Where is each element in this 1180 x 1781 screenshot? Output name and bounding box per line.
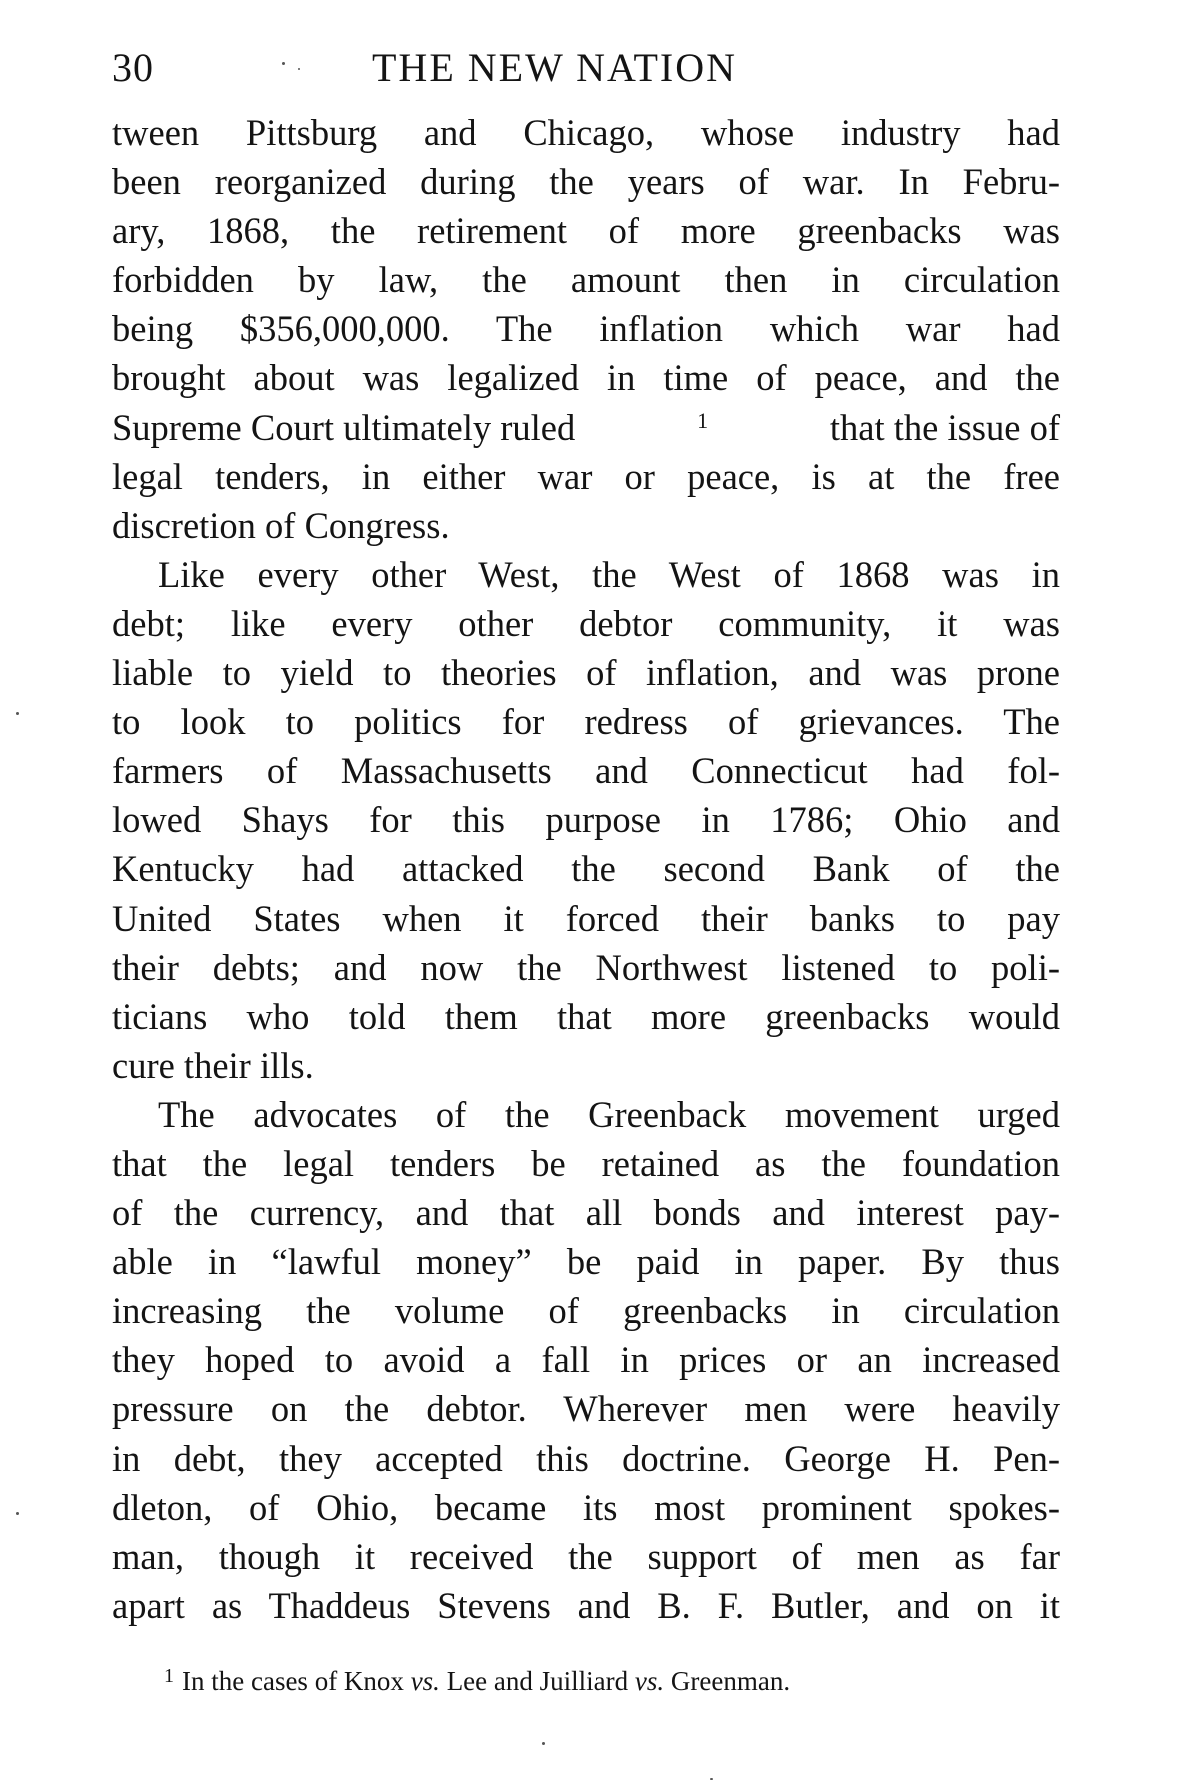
text-line: able in “lawful money” be paid in paper. By thus xyxy=(112,1241,1060,1283)
text-line: to look to politics for redress of grievances. The xyxy=(112,701,1060,743)
text-line: ticians who told them that more greenbacks would xyxy=(112,995,1060,1037)
text-line: they hoped to avoid a fall in prices or an increased xyxy=(112,1339,1060,1381)
print-speck xyxy=(282,62,285,65)
text-line: increasing the volume of greenbacks in circulation xyxy=(112,1290,1060,1332)
body-text xyxy=(112,108,1060,1630)
text-line: man, though it received the support of men as far xyxy=(112,1535,1060,1577)
text-line: ary, 1868, the retirement of more greenbacks was xyxy=(112,210,1060,252)
print-speck xyxy=(710,1778,713,1780)
text-line: pressure on the debtor. Wherever men were heavily xyxy=(112,1388,1060,1430)
footnote-versus: vs. xyxy=(410,1666,440,1696)
text-line-with-footnote-ref xyxy=(112,403,1060,452)
paragraph-2 xyxy=(112,550,1060,1090)
footnote-versus: vs. xyxy=(634,1666,665,1696)
running-title: THE NEW NATION xyxy=(372,45,737,90)
page-number: 30 xyxy=(112,45,154,90)
text-line: forbidden by law, the amount then in circulation xyxy=(112,259,1060,301)
running-head xyxy=(112,38,1062,98)
footnote-text: Lee and Juilliard xyxy=(446,1666,629,1696)
text-line: Kentucky had attacked the second Bank of the xyxy=(112,848,1060,890)
text-line: being $356,000,000. The inflation which war had xyxy=(112,308,1060,350)
text-line: been reorganized during the years of war. In Febru- xyxy=(112,161,1060,203)
footnote-ref-mark[interactable]: 1 xyxy=(697,407,709,433)
print-speck xyxy=(298,68,300,70)
text-line: The advocates of the Greenback movement urged xyxy=(158,1093,1060,1135)
print-speck xyxy=(16,1512,19,1515)
text-line: liable to yield to theories of inflation, and was prone xyxy=(112,652,1060,694)
text-line: tween Pittsburg and Chicago, whose industry had xyxy=(112,112,1060,153)
text-line: United States when it forced their banks to pay xyxy=(112,897,1060,939)
text-line: legal tenders, in either war or peace, is at the free xyxy=(112,455,1060,497)
text-line: their debts; and now the Northwest listened to poli- xyxy=(112,946,1060,988)
text-line: in debt, they accepted this doctrine. George H. Pen- xyxy=(112,1437,1060,1479)
text-line: cure their ills. xyxy=(112,1044,314,1086)
text-line: Like every other West, the West of 1868 was in xyxy=(158,553,1060,595)
footnote-text: Greenman. xyxy=(670,1666,791,1696)
text-line: lowed Shays for this purpose in 1786; Ohio and xyxy=(112,799,1060,841)
footnote-reference[interactable] xyxy=(697,403,708,452)
text-fragment: Supreme Court ultimately ruled xyxy=(112,406,576,448)
text-line: dleton, of Ohio, became its most prominent spokes- xyxy=(112,1486,1060,1528)
footnote-text: In the cases of Knox xyxy=(182,1666,404,1696)
text-line: of the currency, and that all bonds and interest pay- xyxy=(112,1192,1060,1234)
text-line: brought about was legalized in time of peace, and the xyxy=(112,357,1060,399)
text-line: apart as Thaddeus Stevens and B. F. Butler, and on it xyxy=(112,1584,1060,1626)
footnote-mark: 1 xyxy=(164,1665,174,1687)
paragraph-3 xyxy=(112,1090,1060,1630)
print-speck xyxy=(542,1742,545,1745)
footnote xyxy=(164,1658,1064,1699)
paragraph-1 xyxy=(112,108,1060,550)
text-line: debt; like every other debtor community, it was xyxy=(112,602,1060,644)
print-speck xyxy=(16,712,19,715)
text-line: farmers of Massachusetts and Connecticut had fol- xyxy=(112,750,1060,792)
text-line: that the legal tenders be retained as the foundation xyxy=(112,1142,1060,1184)
text-line: discretion of Congress. xyxy=(112,504,450,546)
text-fragment: that the issue of xyxy=(829,406,1060,448)
